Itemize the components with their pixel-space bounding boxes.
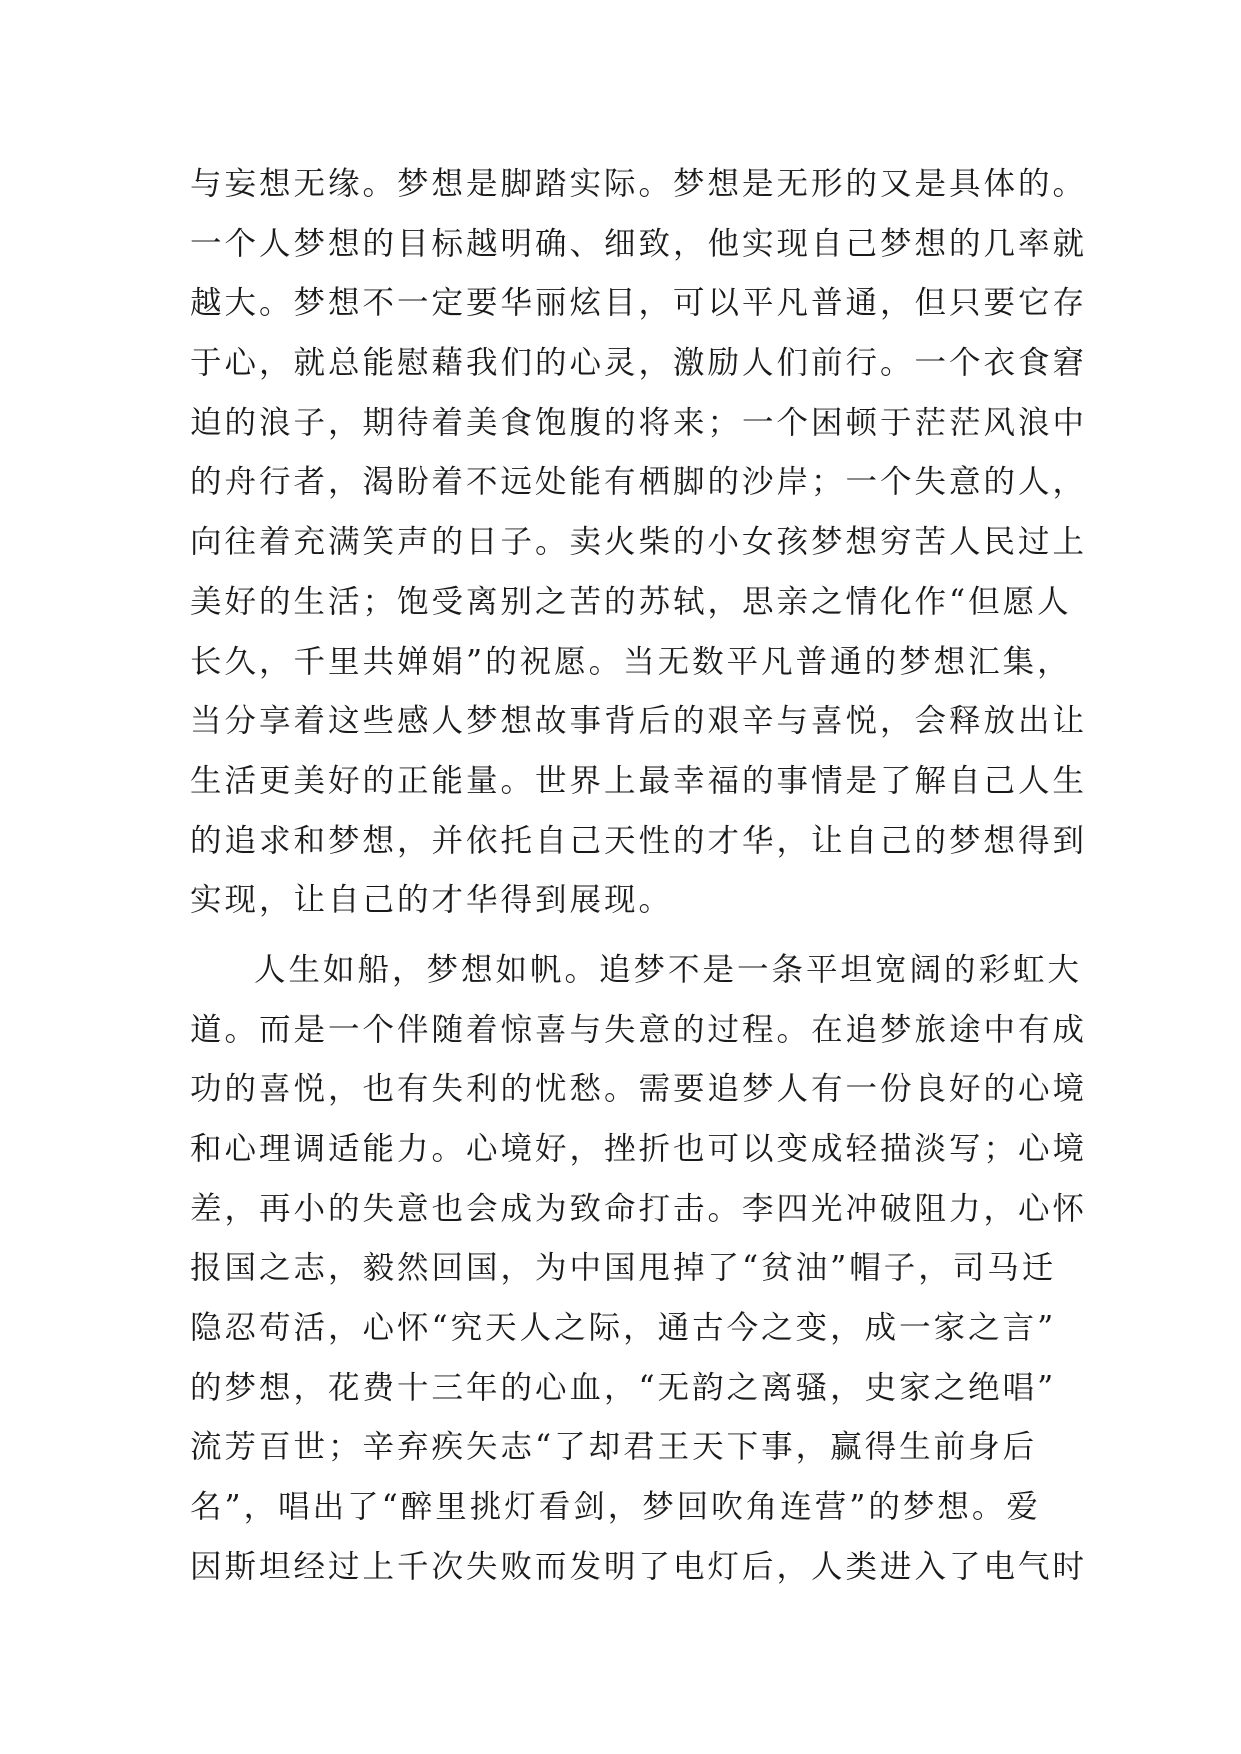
text-line: 实现，让自己的才华得到展现。 (190, 882, 674, 919)
text-line: 差，再小的失意也会成为致命打击。李四光冲破阻力，心怀 (190, 1190, 1088, 1227)
text-line: 隐忍苟活，心怀“究天人之际，通古今之变，成一家之言” (190, 1310, 1057, 1347)
text-line: 因斯坦经过上千次失败而发明了电灯后，人类进入了电气时 (190, 1548, 1088, 1585)
text-line-indented: 人生如船，梦想如帆。追梦不是一条平坦宽阔的彩虹大 (254, 951, 1083, 988)
document-body (190, 155, 1088, 1598)
text-line: 越大。梦想不一定要华丽炫目，可以平凡普通，但只要它存 (190, 285, 1088, 322)
text-line: 美好的生活；饱受离别之苦的苏轼，思亲之情化作“但愿人 (190, 583, 1072, 620)
text-line: 的梦想，花费十三年的心血，“无韵之离骚，史家之绝唱” (190, 1369, 1057, 1406)
paragraph-spacer (190, 931, 1070, 941)
paragraph-1 (190, 155, 1088, 931)
text-line: 和心理调适能力。心境好，挫折也可以变成轻描淡写；心境 (190, 1131, 1088, 1167)
text-line: 长久，千里共婵娟”的祝愿。当无数平凡普通的梦想汇集， (190, 643, 1072, 680)
text-line: 生活更美好的正能量。世界上最幸福的事情是了解自己人生 (190, 762, 1088, 799)
text-line: 的追求和梦想，并依托自己天性的才华，让自己的梦想得到 (190, 822, 1088, 859)
text-line: 流芳百世；辛弃疾矢志“了却君王天下事，赢得生前身后 (190, 1429, 1038, 1466)
text-line: 于心，就总能慰藉我们的心灵，激励人们前行。一个衣食窘 (190, 345, 1088, 382)
text-line: 道。而是一个伴随着惊喜与失意的过程。在追梦旅途中有成 (190, 1011, 1088, 1048)
text-line: 与妄想无缘。梦想是脚踏实际。梦想是无形的又是具体的。 (190, 166, 1088, 202)
text-line: 的舟行者，渴盼着不远处能有栖脚的沙岸；一个失意的人， (190, 464, 1088, 501)
paragraph-2 (190, 941, 1088, 1598)
text-line: 向往着充满笑声的日子。卖火柴的小女孩梦想穷苦人民过上 (190, 524, 1088, 561)
text-line: 功的喜悦，也有失利的忧愁。需要追梦人有一份良好的心境 (190, 1071, 1088, 1108)
text-line: 一个人梦想的目标越明确、细致，他实现自己梦想的几率就 (190, 225, 1088, 262)
text-line: 当分享着这些感人梦想故事背后的艰辛与喜悦，会释放出让 (190, 703, 1088, 740)
text-line: 名”，唱出了“醉里挑灯看剑，梦回吹角连营”的梦想。爱 (190, 1489, 1041, 1526)
text-line: 迫的浪子，期待着美食饱腹的将来；一个困顿于茫茫风浪中 (190, 404, 1088, 441)
text-line: 报国之志，毅然回国，为中国甩掉了“贫油”帽子，司马迁 (190, 1250, 1057, 1287)
